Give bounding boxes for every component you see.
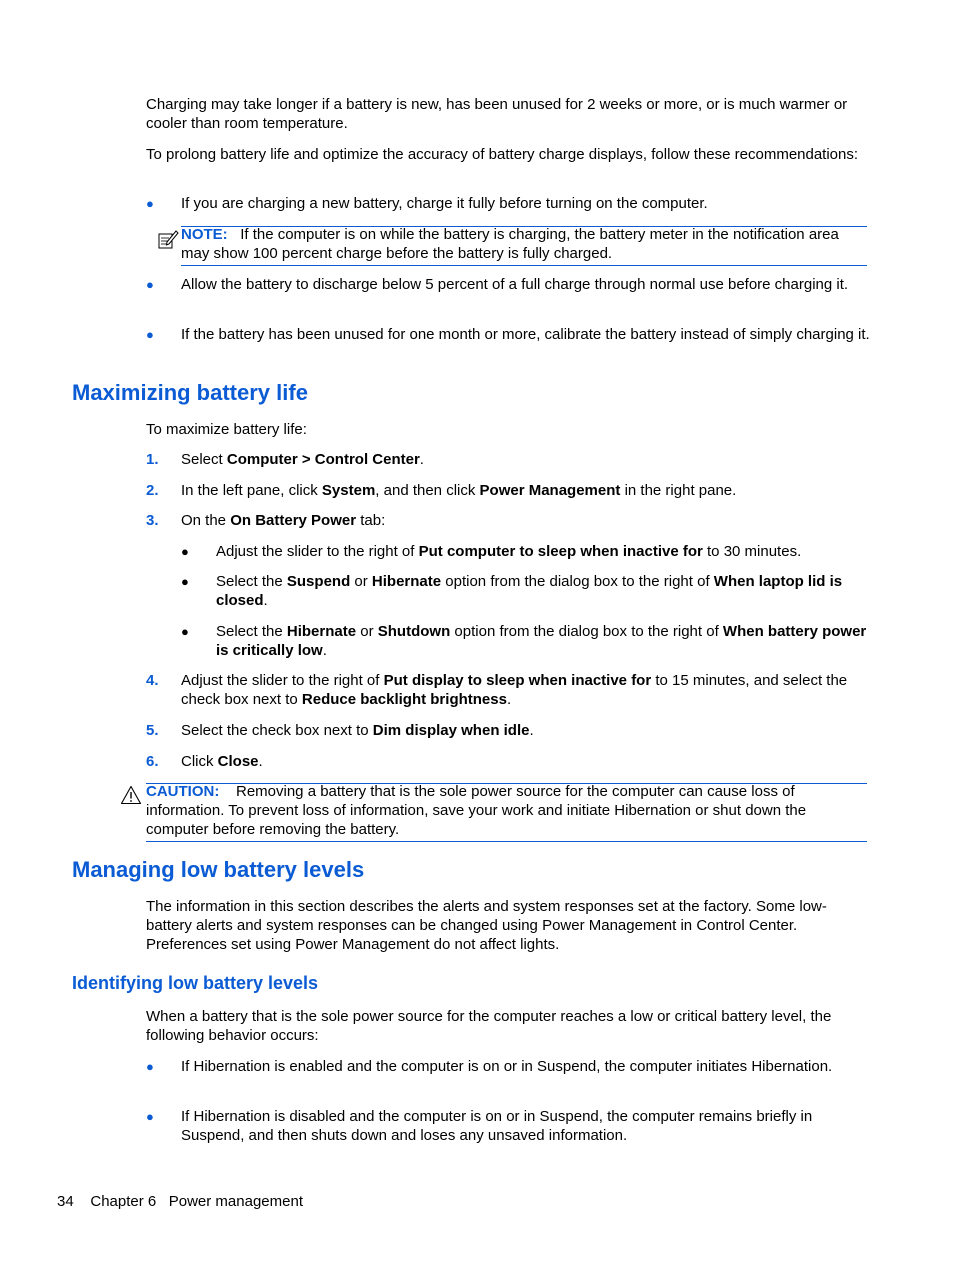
section1-lead: To maximize battery life: bbox=[146, 421, 307, 438]
section3-body: When a battery that is the sole power source for the computer reaches a low or critical battery level, the following behavior occurs: bbox=[146, 1008, 832, 1045]
step-text: to 15 minutes, and select the check box next to bbox=[181, 672, 848, 709]
substep-text: . bbox=[322, 642, 327, 660]
bullet-icon: ● bbox=[146, 1109, 154, 1124]
substep-text: Adjust the slider to the right of bbox=[216, 543, 419, 560]
substep-bold: When battery power is critically low bbox=[216, 623, 867, 660]
substep-text: Select the bbox=[216, 623, 287, 640]
step-text: Click bbox=[181, 753, 218, 770]
step-bold: Dim display when idle bbox=[372, 722, 530, 739]
step-bold: On Battery Power bbox=[230, 512, 357, 529]
substep-text: option from the dialog box to the right of bbox=[441, 573, 714, 590]
note-bottom-rule bbox=[181, 265, 867, 266]
page-number: 34 bbox=[57, 1193, 74, 1210]
caution-label: CAUTION: bbox=[146, 783, 220, 800]
substep-bold: Suspend bbox=[286, 573, 351, 590]
bullet-icon: ● bbox=[181, 624, 189, 639]
footer-title: Power management bbox=[168, 1193, 303, 1210]
step-text: Select the check box next to bbox=[181, 722, 373, 739]
caution-icon bbox=[120, 785, 142, 805]
substep-text: option from the dialog box to the right of bbox=[450, 623, 723, 640]
section3-bullet-1: If Hibernation is enabled and the computer is on or in Suspend, the computer initiates Hibernation. bbox=[181, 1058, 833, 1075]
step-text: . bbox=[529, 722, 534, 739]
step-bold: Close bbox=[217, 753, 259, 770]
step-5 bbox=[181, 721, 871, 740]
substep-bold: When laptop lid is closed bbox=[216, 573, 843, 610]
substep-bold: Put computer to sleep when inactive for bbox=[418, 543, 703, 560]
intro-bullet-1: If you are charging a new battery, charge it fully before turning on the computer. bbox=[181, 195, 708, 212]
substep-bold: Hibernate bbox=[371, 573, 442, 590]
note-text: If the computer is on while the battery is charging, the battery meter in the notification area may show 100 percent charge before the battery is fully charged. bbox=[181, 226, 839, 263]
caution-bottom-rule bbox=[146, 841, 867, 842]
step-bold: Computer > Control Center bbox=[226, 451, 420, 468]
step-text: . bbox=[258, 753, 263, 770]
step-bold: Reduce backlight brightness bbox=[301, 691, 507, 709]
subsection-title-identifying: Identifying low battery levels bbox=[72, 973, 319, 993]
substep-text: to 30 minutes. bbox=[702, 543, 802, 560]
section2-body: The information in this section describes the alerts and system responses set at the factory. Some low-battery alerts and system responses can be changed using Power Management in Control Center. Preferences set using Power Management do not affect lights. bbox=[146, 898, 827, 954]
step-bold: System bbox=[321, 482, 376, 499]
step-text: On the bbox=[181, 512, 231, 529]
footer-chapter: Chapter 6 bbox=[90, 1193, 157, 1210]
caution-block bbox=[146, 782, 867, 840]
bullet-icon: ● bbox=[181, 544, 189, 559]
bullet-icon: ● bbox=[146, 1059, 154, 1074]
step-bold: Put display to sleep when inactive for bbox=[383, 672, 652, 689]
note-label: NOTE: bbox=[181, 226, 228, 243]
page-footer bbox=[57, 1192, 303, 1211]
bullet-icon: ● bbox=[146, 196, 154, 211]
intro-paragraph-1: Charging may take longer if a battery is new, has been unused for 2 weeks or more, or is much warmer or cooler than room temperature. bbox=[146, 96, 848, 133]
step-bold: Power Management bbox=[479, 482, 621, 499]
step-3 bbox=[181, 511, 871, 530]
intro-paragraph-2: To prolong battery life and optimize the accuracy of battery charge displays, follow these recommendations: bbox=[146, 146, 859, 163]
step-text: tab: bbox=[356, 512, 386, 529]
step-1 bbox=[181, 450, 871, 469]
substep-text: . bbox=[263, 592, 268, 610]
step-text: . bbox=[419, 451, 424, 468]
step-text: In the left pane, click bbox=[181, 482, 322, 499]
step-number: 3. bbox=[146, 512, 159, 529]
step-number: 1. bbox=[146, 451, 159, 468]
step-text: , and then click bbox=[375, 482, 480, 499]
note-block bbox=[181, 225, 867, 263]
section-title-maximizing: Maximizing battery life bbox=[72, 380, 308, 405]
step-number: 2. bbox=[146, 482, 159, 499]
step-number: 4. bbox=[146, 672, 159, 689]
substep-3 bbox=[216, 622, 871, 660]
intro-bullet-3: If the battery has been unused for one month or more, calibrate the battery instead of simply charging it. bbox=[181, 326, 870, 343]
step-text: Adjust the slider to the right of bbox=[181, 672, 384, 689]
substep-bold: Shutdown bbox=[377, 623, 451, 640]
step-text: Select bbox=[181, 451, 227, 468]
substep-1 bbox=[216, 542, 871, 561]
bullet-icon: ● bbox=[146, 277, 154, 292]
step-6 bbox=[181, 752, 871, 771]
substep-text: or bbox=[356, 623, 378, 640]
note-icon bbox=[157, 228, 179, 250]
section-title-managing: Managing low battery levels bbox=[72, 857, 365, 882]
intro-bullet-2: Allow the battery to discharge below 5 percent of a full charge through normal use before charging it. bbox=[181, 276, 849, 293]
substep-bold: Hibernate bbox=[286, 623, 357, 640]
step-text: in the right pane. bbox=[620, 482, 737, 499]
step-text: . bbox=[506, 691, 512, 709]
substep-text: or bbox=[350, 573, 372, 590]
step-number: 5. bbox=[146, 722, 159, 739]
substep-2 bbox=[216, 572, 856, 610]
bullet-icon: ● bbox=[181, 574, 189, 589]
step-2 bbox=[181, 481, 871, 500]
step-4 bbox=[181, 671, 871, 709]
bullet-icon: ● bbox=[146, 327, 154, 342]
section3-bullet-2: If Hibernation is disabled and the computer is on or in Suspend, the computer remains briefly in Suspend, and then shuts down and loses any unsaved information. bbox=[181, 1108, 813, 1145]
substep-text: Select the bbox=[216, 573, 287, 590]
caution-text: Removing a battery that is the sole power source for the computer can cause loss of information. To prevent loss of information, save your work and initiate Hibernation or shut down the computer before removing the battery. bbox=[146, 783, 807, 839]
step-number: 6. bbox=[146, 753, 159, 770]
